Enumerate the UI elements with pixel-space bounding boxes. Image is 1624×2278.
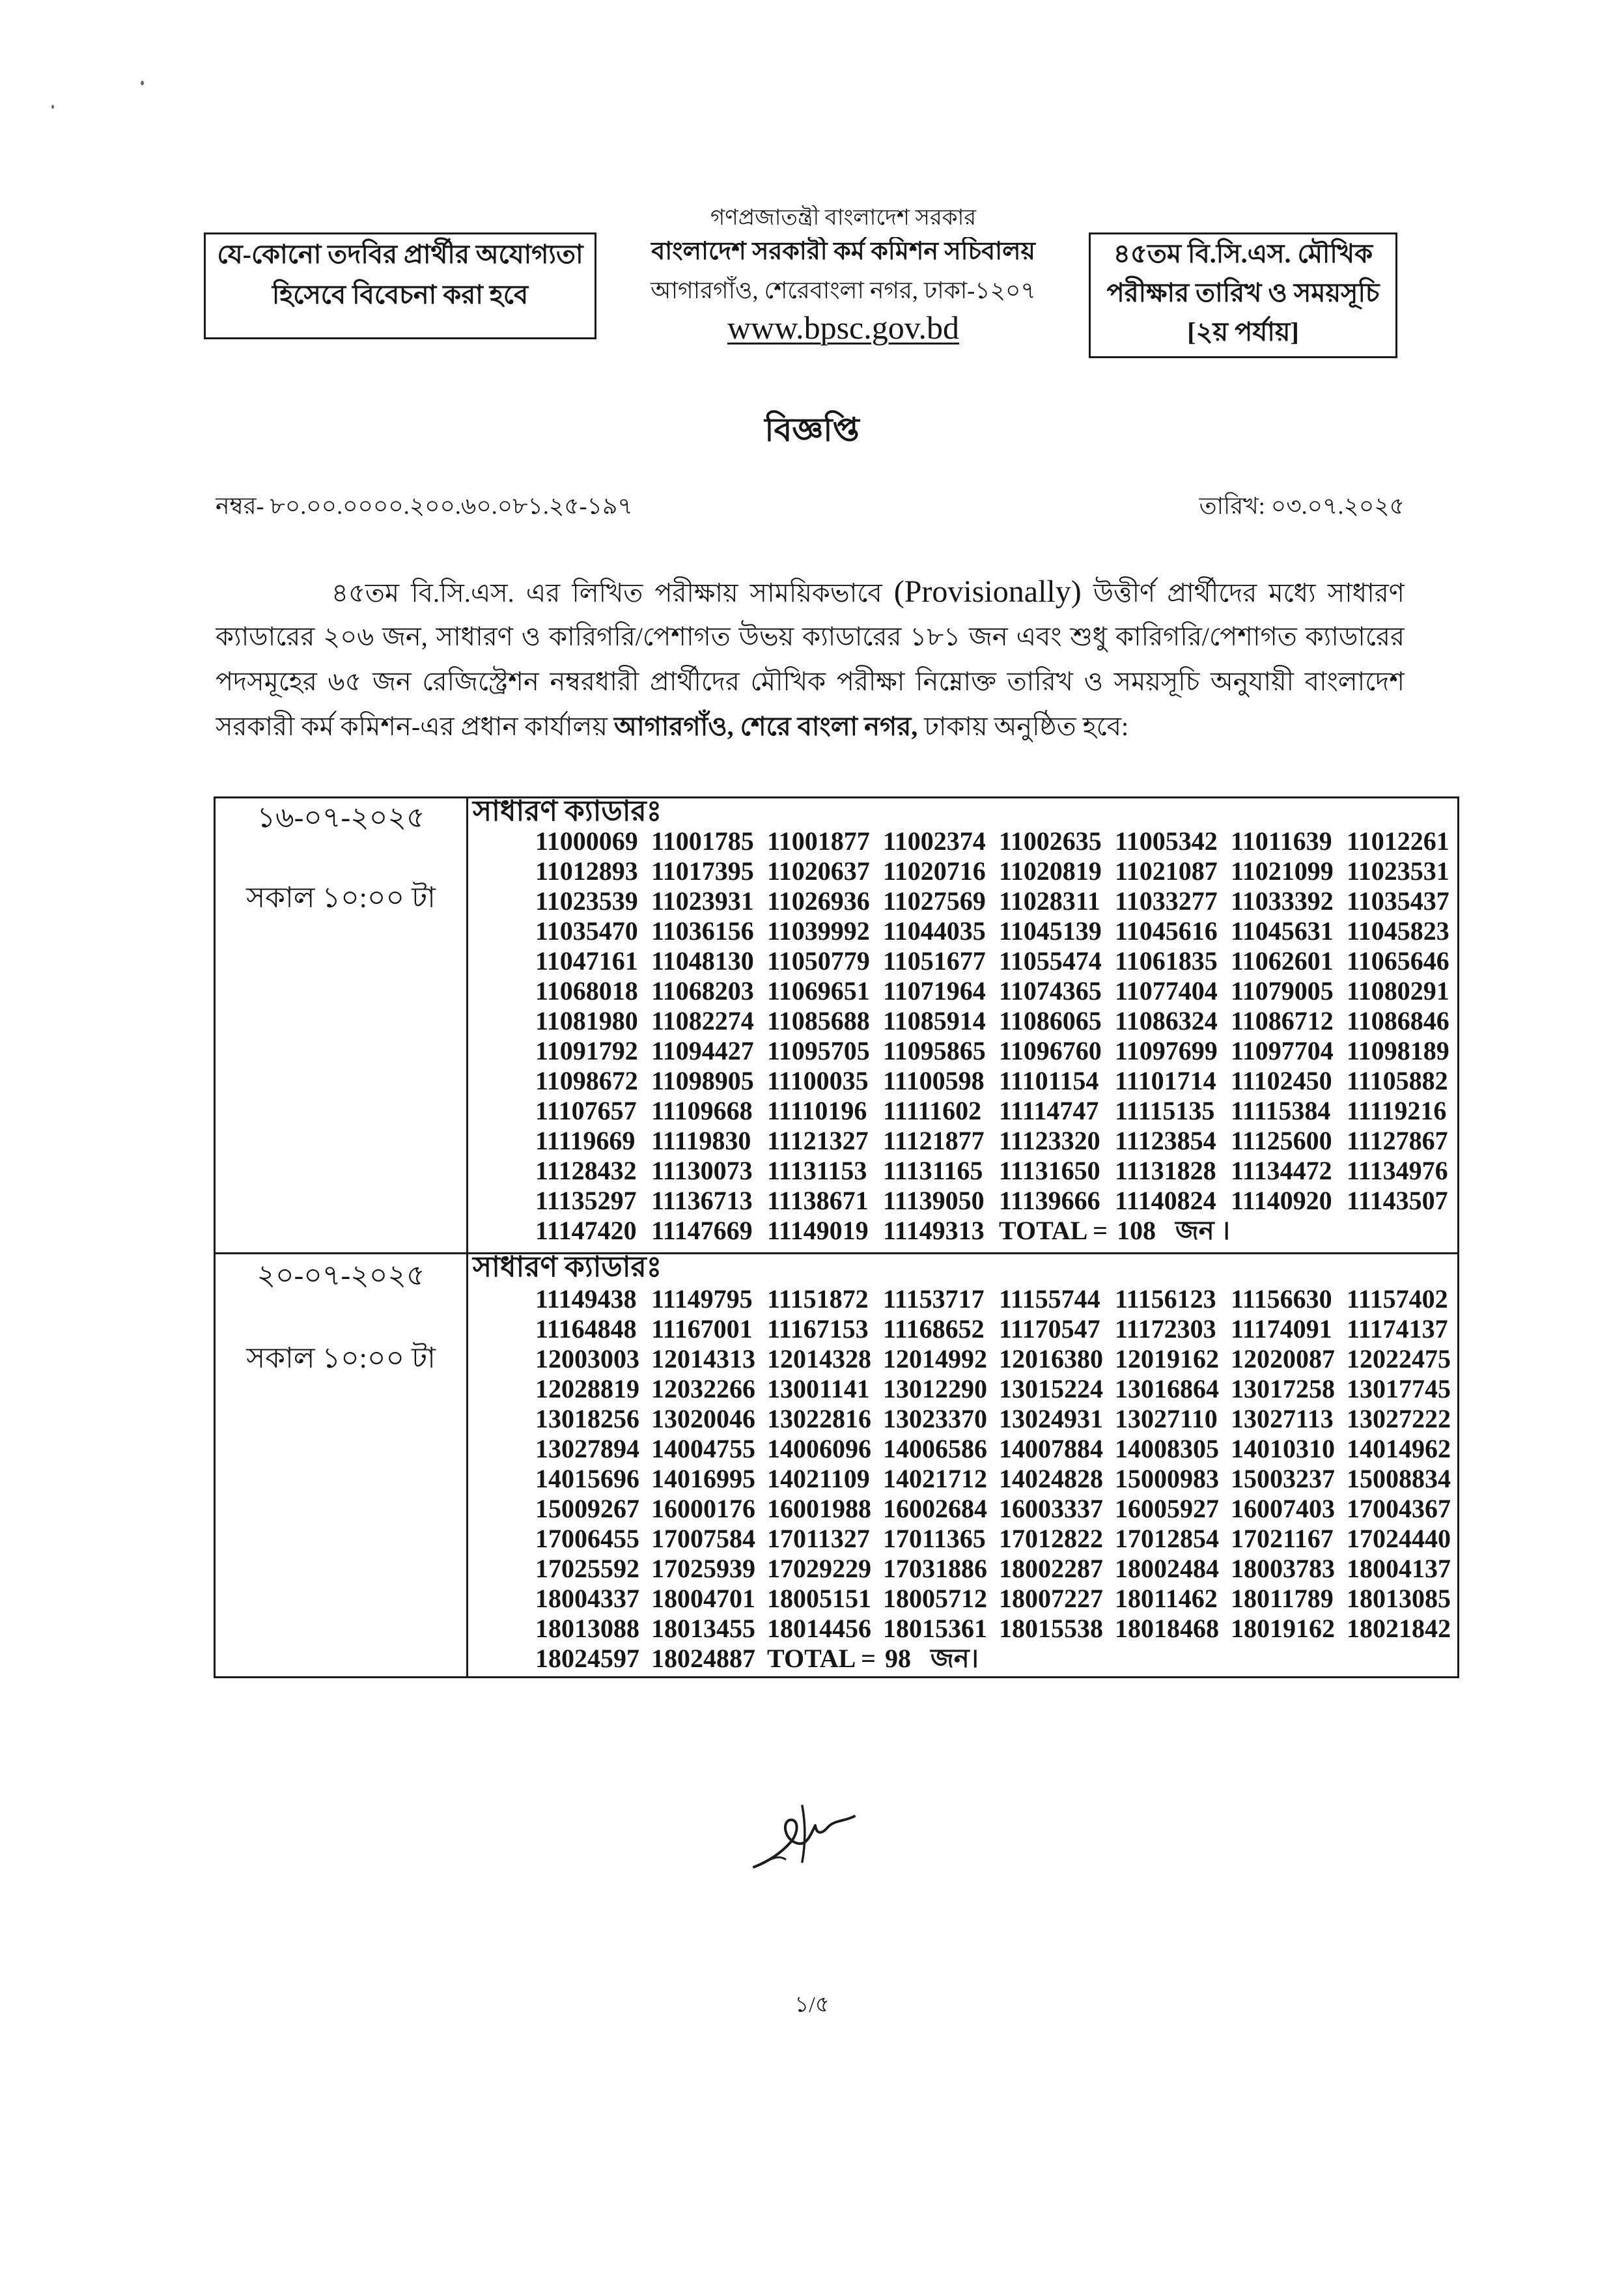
- registration-number: 11096760: [999, 1036, 1102, 1065]
- registration-number: 13001141: [767, 1374, 870, 1403]
- registration-number: 11021087: [1115, 856, 1218, 886]
- registration-number: 18002484: [1115, 1554, 1219, 1583]
- total-line: [999, 1216, 1451, 1246]
- registration-number: 16007403: [1231, 1494, 1335, 1523]
- registration-number: 13027113: [1231, 1404, 1334, 1433]
- title-box-line: ৪৫তম বি.সি.এস. মৌখিক: [1113, 239, 1373, 268]
- registration-number: 18024597: [535, 1644, 639, 1673]
- registration-number: 13027110: [1115, 1404, 1218, 1433]
- registration-number: 18003783: [1231, 1554, 1335, 1583]
- registration-number: 17006455: [535, 1524, 639, 1553]
- schedule-row: [216, 795, 1457, 1254]
- registration-number: 13023370: [883, 1404, 987, 1433]
- registration-number: 11017395: [651, 856, 754, 886]
- schedule-table: [214, 796, 1459, 1678]
- registration-number: 11174137: [1347, 1314, 1448, 1343]
- registration-number: 11119830: [651, 1126, 751, 1155]
- total-unit: জন।: [930, 1644, 979, 1673]
- registration-number: 11001785: [651, 826, 754, 856]
- registration-number: 11119669: [535, 1126, 636, 1155]
- registration-number: 11062601: [1231, 946, 1334, 976]
- registration-number: 11035437: [1347, 886, 1449, 916]
- registration-number: 16005927: [1115, 1494, 1219, 1523]
- registration-number: 11153717: [883, 1284, 985, 1314]
- total-line: [767, 1644, 1451, 1674]
- registration-number: 11102450: [1231, 1066, 1332, 1095]
- website-url: www.bpsc.gov.bd: [727, 309, 959, 346]
- registration-number: 11143507: [1347, 1186, 1448, 1215]
- registration-number: 11071964: [883, 976, 986, 1005]
- registration-number: 11079005: [1231, 976, 1334, 1005]
- registration-number: 17007584: [651, 1524, 755, 1553]
- registration-number: 11061835: [1115, 946, 1218, 976]
- registration-number: 11131165: [883, 1156, 983, 1185]
- registration-number: 14010310: [1231, 1434, 1335, 1463]
- registration-number: 12019162: [1115, 1344, 1219, 1373]
- registration-number: 11048130: [651, 946, 754, 976]
- registration-number: 12020087: [1231, 1344, 1335, 1373]
- registration-number: 15009267: [535, 1494, 639, 1523]
- registration-number: 17012854: [1115, 1524, 1219, 1553]
- body-line: [216, 659, 1405, 704]
- warning-line: যে-কোনো তদবির প্রার্থীর অযোগ্যতা: [217, 240, 583, 269]
- registration-number: 11156123: [1115, 1284, 1216, 1314]
- body-text: ৪৫তম বি.সি.এস. এর লিখিত পরীক্ষায় সাময়িকভাবে: [331, 578, 894, 608]
- registration-number: 18013455: [651, 1614, 755, 1643]
- registration-number: 11149438: [535, 1284, 637, 1314]
- registration-number: 11045631: [1231, 916, 1334, 946]
- registration-number: 11085688: [767, 1006, 870, 1035]
- notice-title: বিজ্ঞপ্তি: [764, 412, 860, 448]
- registration-number: 11100598: [883, 1066, 985, 1095]
- registration-number: 11168652: [883, 1314, 985, 1343]
- registration-number: 16000176: [651, 1494, 755, 1523]
- registration-number: 15003237: [1231, 1464, 1335, 1493]
- registration-number: 11115384: [1231, 1096, 1331, 1125]
- registration-number: 11100035: [767, 1066, 869, 1095]
- title-box-line: পরীক্ষার তারিখ ও সময়সূচি: [1106, 278, 1380, 307]
- exam-date: ১৬-০৭-২০২৫: [257, 802, 425, 834]
- registration-number: 11068203: [651, 976, 754, 1005]
- registration-number: 11149795: [651, 1284, 753, 1314]
- registration-number: 11094427: [651, 1036, 754, 1065]
- registration-number: 11095865: [883, 1036, 986, 1065]
- registration-number: 14021109: [767, 1464, 870, 1493]
- registration-number: 18011462: [1115, 1584, 1218, 1613]
- body-line: [216, 614, 1405, 659]
- schedule-row: [216, 1251, 1457, 1676]
- registration-number: 13020046: [651, 1404, 755, 1433]
- registration-number: 11097704: [1231, 1036, 1334, 1065]
- registration-number: 11051677: [883, 946, 986, 976]
- registration-number: 14006096: [767, 1434, 871, 1463]
- body-text: পদসমূহের ৬৫ জন রেজিস্ট্রেশন নম্বরধারী প্রার্থীদের মৌখিক পরীক্ষা নিম্নোক্ত তারিখ ও সময়সূচি অনুযায়ী বাংলাদেশ: [216, 667, 1405, 696]
- lobbying-warning-box: [204, 232, 596, 339]
- registration-number: 11128432: [535, 1156, 637, 1185]
- registration-number: 11149313: [883, 1216, 985, 1245]
- registration-number: 14014962: [1347, 1434, 1451, 1463]
- registration-number: 11121877: [883, 1126, 985, 1155]
- total-label: TOTAL =: [767, 1644, 876, 1673]
- registration-number: 18013085: [1347, 1584, 1451, 1613]
- registration-number: 11101714: [1115, 1066, 1216, 1095]
- registration-number: 11011639: [1231, 826, 1332, 856]
- government-heading: গণপ্রজাতন্ত্রী বাংলাদেশ সরকার: [710, 206, 977, 230]
- registration-number: 11055474: [999, 946, 1102, 976]
- registration-number: 17011327: [767, 1524, 870, 1553]
- registration-number: 14015696: [535, 1464, 639, 1493]
- registration-number: 11098189: [1347, 1036, 1449, 1065]
- registration-number: 14021712: [883, 1464, 987, 1493]
- registration-number: 11101154: [999, 1066, 1099, 1095]
- registration-number: 11023539: [535, 886, 638, 916]
- registration-number: 11134976: [1347, 1156, 1448, 1185]
- registration-number: 11036156: [651, 916, 754, 946]
- registration-number: 11107657: [535, 1096, 637, 1125]
- registration-number: 11140920: [1231, 1186, 1332, 1215]
- registration-number: 11130073: [651, 1156, 753, 1185]
- commission-name: বাংলাদেশ সরকারী কর্ম কমিশন সচিবালয়: [651, 238, 1035, 265]
- registration-number: 13015224: [999, 1374, 1103, 1403]
- registration-number: 11157402: [1347, 1284, 1448, 1314]
- signature: [742, 1794, 866, 1879]
- registration-number: 12014313: [651, 1344, 755, 1373]
- registration-number: 11026936: [767, 886, 870, 916]
- registration-number: 11045616: [1115, 916, 1218, 946]
- registration-number: 12016380: [999, 1344, 1103, 1373]
- registration-number: 16001988: [767, 1494, 871, 1523]
- registration-number: 14006586: [883, 1434, 987, 1463]
- title-box-line: [২য় পর্যায়]: [1187, 317, 1299, 346]
- exam-time: সকাল ১০:০০ টা: [246, 1342, 436, 1374]
- registration-number: 11080291: [1347, 976, 1449, 1005]
- registration-number: 18004701: [651, 1584, 755, 1613]
- registration-number: 11127867: [1347, 1126, 1448, 1155]
- registration-number: 11149019: [767, 1216, 869, 1245]
- registration-number: 18005151: [767, 1584, 871, 1613]
- registration-number: 12014992: [883, 1344, 987, 1373]
- registration-number: 18015538: [999, 1614, 1103, 1643]
- registration-number: 11105882: [1347, 1066, 1448, 1095]
- registration-number: 11068018: [535, 976, 638, 1005]
- registration-number: 11086846: [1347, 1006, 1449, 1035]
- registration-number: 11167001: [651, 1314, 753, 1343]
- registration-number: 13017745: [1347, 1374, 1451, 1403]
- registration-number: 11134472: [1231, 1156, 1332, 1185]
- commission-address: আগারগাঁও, শেরেবাংলা নগর, ঢাকা-১২০৭: [651, 277, 1036, 303]
- registration-number: 12028819: [535, 1374, 639, 1403]
- date-time-cell: [216, 1254, 468, 1676]
- scan-speck: [141, 81, 144, 85]
- registration-number: 15008834: [1347, 1464, 1451, 1493]
- registration-number: 11125600: [1231, 1126, 1332, 1155]
- registration-number: 11119216: [1347, 1096, 1447, 1125]
- registration-number: 11045823: [1347, 916, 1449, 946]
- registration-number: 13027222: [1347, 1404, 1451, 1433]
- registration-number: 11005342: [1115, 826, 1218, 856]
- registration-number: 12014328: [767, 1344, 871, 1373]
- registration-number: 11086065: [999, 1006, 1102, 1035]
- cadre-heading: সাধারণ ক্যাডারঃ: [473, 1251, 662, 1283]
- date-time-cell: [216, 798, 468, 1252]
- body-text: উত্তীর্ণ প্রার্থীদের মধ্যে সাধারণ: [1081, 578, 1405, 608]
- registration-number: 11077404: [1115, 976, 1218, 1005]
- registration-number: 11039992: [767, 916, 870, 946]
- registration-number: 17024440: [1347, 1524, 1451, 1553]
- registration-number: 18015361: [883, 1614, 987, 1643]
- registration-number: 11147420: [535, 1216, 637, 1245]
- registration-number: 16002684: [883, 1494, 987, 1523]
- registration-number: 12032266: [651, 1374, 755, 1403]
- registration-number: 18018468: [1115, 1614, 1219, 1643]
- registration-number: 11164848: [535, 1314, 637, 1343]
- body-line: [216, 704, 1405, 749]
- warning-line: হিসেবে বিবেচনা করা হবে: [272, 280, 529, 309]
- registration-number: 11139666: [999, 1186, 1100, 1215]
- registration-number: 11097699: [1115, 1036, 1218, 1065]
- registration-number: 11111602: [883, 1096, 982, 1125]
- registration-number: 11035470: [535, 916, 638, 946]
- registration-number: 11098905: [651, 1066, 754, 1095]
- registration-number: 11135297: [535, 1186, 637, 1215]
- registration-number: 11044035: [883, 916, 986, 946]
- registration-number: 11002374: [883, 826, 986, 856]
- registration-number: 18013088: [535, 1614, 639, 1643]
- registration-number: 11131650: [999, 1156, 1100, 1185]
- registration-number: 11020716: [883, 856, 986, 886]
- registration-number: 17025592: [535, 1554, 639, 1583]
- registration-number: 17012822: [999, 1524, 1103, 1553]
- notice-body: [216, 569, 1405, 749]
- total-count: 98: [884, 1644, 911, 1673]
- registration-number: 11082274: [651, 1006, 754, 1035]
- registration-number: 11020819: [999, 856, 1102, 886]
- registration-number: 13022816: [767, 1404, 871, 1433]
- body-text-english: (Provisionally): [893, 574, 1082, 609]
- registration-number: 11140824: [1115, 1186, 1216, 1215]
- registration-number: 17011365: [883, 1524, 986, 1553]
- registration-number: 11123320: [999, 1126, 1100, 1155]
- registration-number: 11012261: [1347, 826, 1449, 856]
- registration-number: 11098672: [535, 1066, 638, 1095]
- registration-number: 11002635: [999, 826, 1102, 856]
- registration-number: 11139050: [883, 1186, 985, 1215]
- registration-number: 18011789: [1231, 1584, 1334, 1613]
- registration-number: 18002287: [999, 1554, 1103, 1583]
- venue-text: আগারগাঁও, শেরে বাংলা নগর,: [613, 712, 918, 741]
- registration-number: 14004755: [651, 1434, 755, 1463]
- registration-number: 11091792: [535, 1036, 638, 1065]
- registration-number: 11033392: [1231, 886, 1334, 916]
- registration-number: 13027894: [535, 1434, 639, 1463]
- registration-number: 11086324: [1115, 1006, 1218, 1035]
- scan-speck: [51, 105, 54, 109]
- registration-number: 18004337: [535, 1584, 639, 1613]
- body-text: ঢাকায় অনুষ্ঠিত হবে:: [917, 712, 1129, 741]
- registration-number: 11023531: [1347, 856, 1449, 886]
- registration-number: 11095705: [767, 1036, 870, 1065]
- registration-number: 17031886: [883, 1554, 987, 1583]
- registration-number: 18021842: [1347, 1614, 1451, 1643]
- registration-number: 11109668: [651, 1096, 753, 1125]
- registration-number: 11155744: [999, 1284, 1100, 1314]
- registration-number: 11086712: [1231, 1006, 1334, 1035]
- registration-number: 11121327: [767, 1126, 869, 1155]
- body-line: [216, 569, 1405, 614]
- registration-number: 11115135: [1115, 1096, 1215, 1125]
- body-text: ক্যাডারের ২০৬ জন, সাধারণ ও কারিগরি/পেশাগত উভয় ক্যাডারের ১৮১ জন এবং শুধু কারিগরি/পেশাগত ক্যাডারের: [216, 622, 1405, 651]
- body-text: সরকারী কর্ম কমিশন-এর প্রধান কার্যালয়: [216, 712, 614, 741]
- total-label: TOTAL =: [999, 1216, 1108, 1245]
- registration-number: 11047161: [535, 946, 638, 976]
- registration-number: 13018256: [535, 1404, 639, 1433]
- registration-number: 17025939: [651, 1554, 755, 1583]
- registration-number: 13017258: [1231, 1374, 1335, 1403]
- registration-number: 11138671: [767, 1186, 869, 1215]
- registration-number: 11170547: [999, 1314, 1100, 1343]
- registration-number: 13016864: [1115, 1374, 1219, 1403]
- registration-number: 11151872: [767, 1284, 869, 1314]
- website-text: [606, 307, 1081, 348]
- registration-number: 18019162: [1231, 1614, 1335, 1643]
- registration-number: 11147669: [651, 1216, 753, 1245]
- registration-number: 12003003: [535, 1344, 639, 1373]
- registration-number: 17021167: [1231, 1524, 1334, 1553]
- registration-number: 14008305: [1115, 1434, 1219, 1463]
- registration-number: 11021099: [1231, 856, 1334, 886]
- registration-number-grid: [535, 826, 1451, 1246]
- registration-number: 11027569: [883, 886, 986, 916]
- registration-number: 18004137: [1347, 1554, 1451, 1583]
- registration-number: 11085914: [883, 1006, 986, 1035]
- registration-number: 11131828: [1115, 1156, 1216, 1185]
- registration-number: 11114747: [999, 1096, 1099, 1125]
- registration-number: 12022475: [1347, 1344, 1451, 1373]
- registration-number: 18005712: [883, 1584, 987, 1613]
- cadre-heading: সাধারণ ক্যাডারঃ: [473, 795, 662, 827]
- registration-number: 11074365: [999, 976, 1102, 1005]
- registration-number: 11167153: [767, 1314, 869, 1343]
- registration-number: 11033277: [1115, 886, 1218, 916]
- registration-number-grid: [535, 1284, 1451, 1674]
- total-unit: জন ।: [1175, 1216, 1230, 1245]
- registration-number: 18024887: [651, 1644, 755, 1673]
- exam-time: সকাল ১০:০০ টা: [246, 882, 436, 914]
- registration-number: 11023931: [651, 886, 754, 916]
- registration-number: 11156630: [1231, 1284, 1332, 1314]
- registration-number: 13012290: [883, 1374, 987, 1403]
- total-count: 108: [1116, 1216, 1156, 1245]
- registration-number: 11001877: [767, 826, 870, 856]
- registration-number: 11000069: [535, 826, 638, 856]
- registration-number: 11131153: [767, 1156, 867, 1185]
- memo-number: নম্বর- ৮০.০০.০০০০.২০০.৬০.০৮১.২৫-১৯৭: [216, 493, 633, 519]
- exam-date: ২০-০৭-২০২৫: [257, 1259, 425, 1291]
- registration-number: 16003337: [999, 1494, 1103, 1523]
- registration-number: 11020637: [767, 856, 870, 886]
- registration-number: 14016995: [651, 1464, 755, 1493]
- registration-number: 11065646: [1347, 946, 1449, 976]
- registration-number: 11174091: [1231, 1314, 1332, 1343]
- registration-number: 17029229: [767, 1554, 871, 1583]
- exam-schedule-title-box: [1089, 232, 1397, 358]
- registration-number: 17004367: [1347, 1494, 1451, 1523]
- registration-number: 11136713: [651, 1186, 753, 1215]
- registration-number: 18007227: [999, 1584, 1103, 1613]
- notice-date: তারিখ: ০৩.০৭.২০২৫: [1199, 493, 1405, 519]
- registration-number: 11081980: [535, 1006, 638, 1035]
- registration-number: 18014456: [767, 1614, 871, 1643]
- registration-number: 11050779: [767, 946, 870, 976]
- registration-number: 11028311: [999, 886, 1100, 916]
- registration-number: 11069651: [767, 976, 870, 1005]
- page-number: ১/৫: [794, 1993, 830, 2017]
- registration-number: 11123854: [1115, 1126, 1216, 1155]
- registration-number: 15000983: [1115, 1464, 1219, 1493]
- registration-number: 11045139: [999, 916, 1102, 946]
- registration-number: 11172303: [1115, 1314, 1216, 1343]
- registration-number: 11012893: [535, 856, 638, 886]
- registration-number: 14024828: [999, 1464, 1103, 1493]
- registration-number: 11110196: [767, 1096, 867, 1125]
- registration-number: 14007884: [999, 1434, 1103, 1463]
- registration-number: 13024931: [999, 1404, 1103, 1433]
